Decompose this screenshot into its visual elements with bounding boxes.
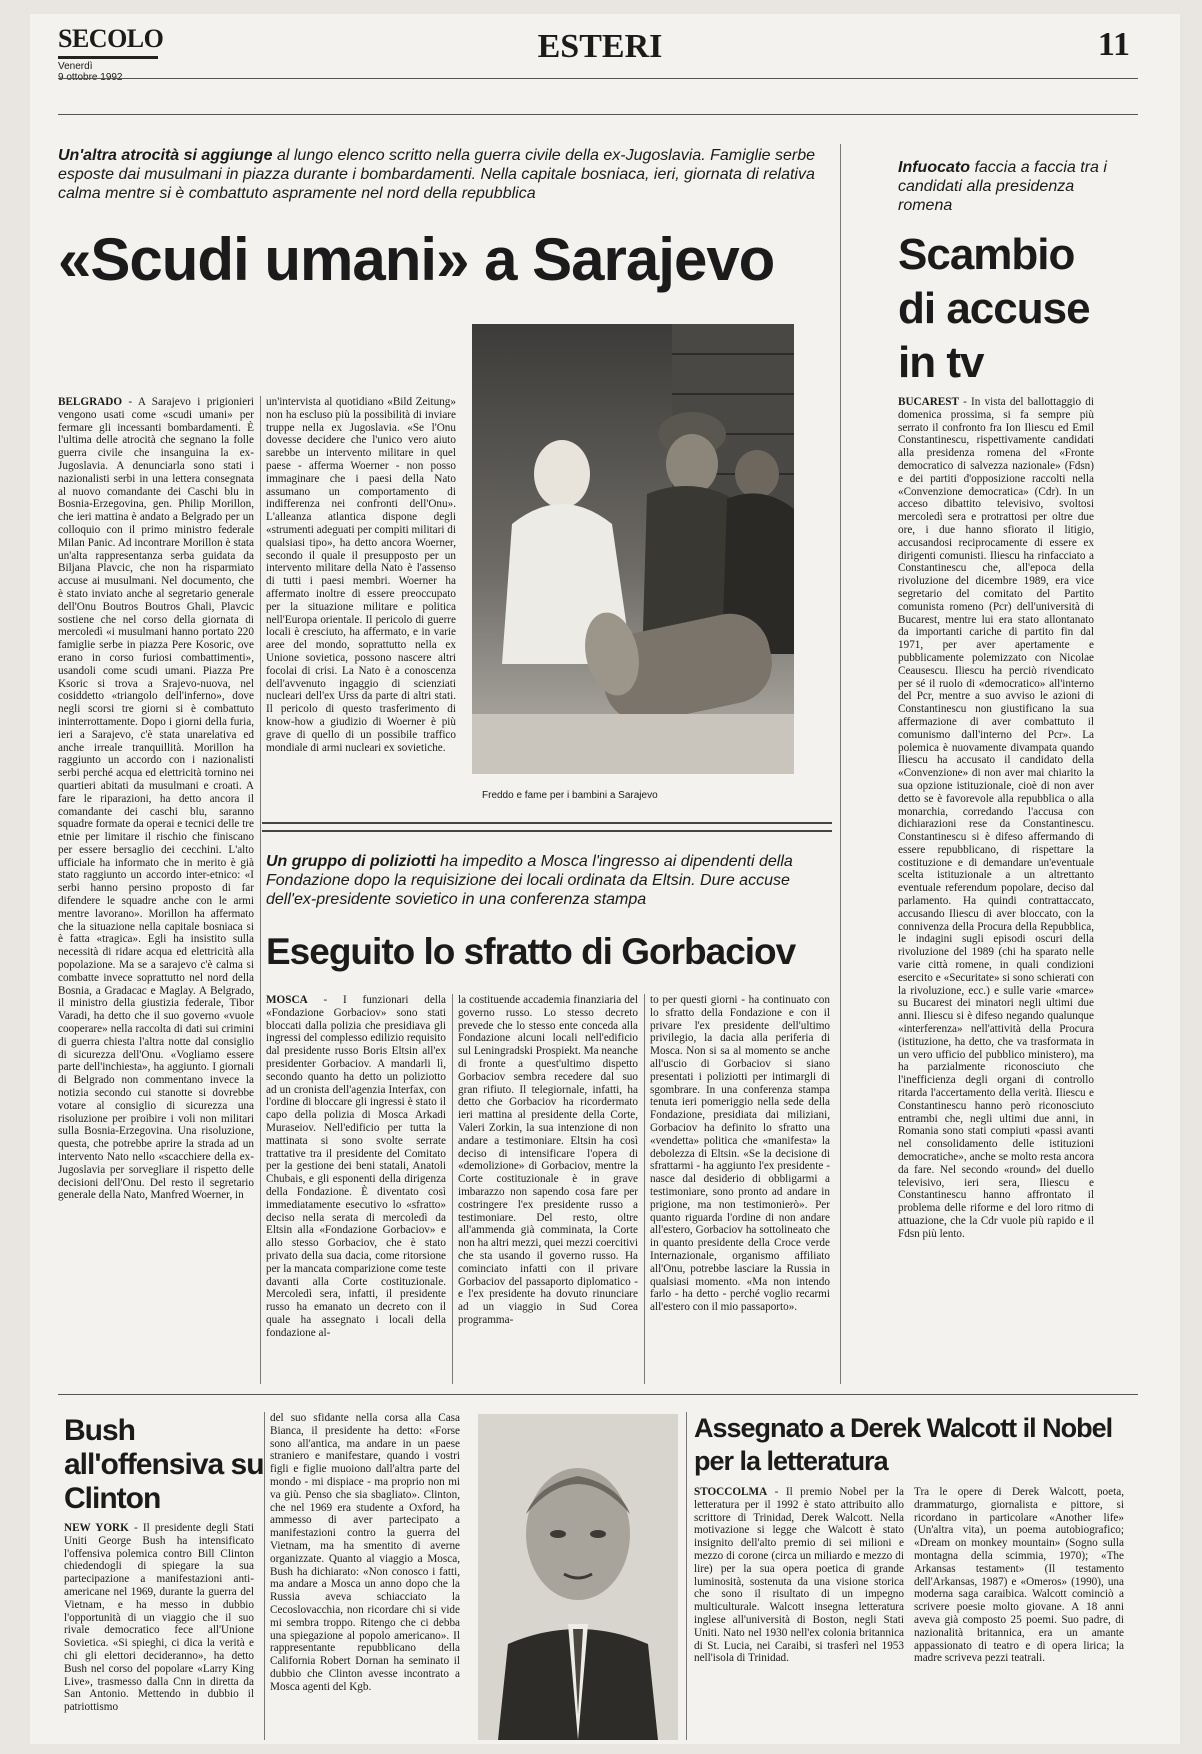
- gorbaciov-kicker-lead: Un gruppo di poliziotti: [266, 853, 436, 870]
- photo-caption: Freddo e fame per i bambini a Sarajevo: [482, 790, 658, 801]
- section-title: ESTERI: [537, 28, 663, 65]
- gorbaciov-kicker: [266, 852, 826, 909]
- sarajevo-kicker-text: al lungo elenco scritto nella guerra civile della ex-Jugoslavia. Famiglie serbe esposte dai musulmani in piazza durante i bombardamenti. Nella capitale bosniaca, ieri, giornata di relativa calma mentre si è combattuto aspramente nel nord della repubblica: [58, 147, 816, 202]
- walcott-text-1: - Il premio Nobel per la letteratura per il 1992 è stato attribuito allo scrittore di Trinidad, Derek Walcott. Nella motivazione si legge che Walcott è stato insignito dell'alto premio di sei milioni e mezzo di corone (circa un miliardo e mezzo di lire) per la sua opera poetica di grande luminosità, sostenuta da una visione storica che sono il risultato di un impegno multiculturale. Walcott insegna letteratura inglese all'università di Boston, negli Stati Uniti. Nato nel 1930 nell'ex colonia britannica di St. Lucia, nei Caraibi, si trasferì nel 1953 nell'isola di Trinidad.: [694, 1486, 904, 1665]
- newspaper-name: SECOLO: [58, 24, 164, 53]
- page-number: 11: [1097, 26, 1130, 63]
- sarajevo-photo: [472, 324, 794, 774]
- sarajevo-kicker-lead: Un'altra atrocità si aggiunge: [58, 147, 273, 164]
- newspaper-page: [30, 14, 1180, 1744]
- walcott-dateline: STOCCOLMA: [694, 1486, 768, 1498]
- bush-column-2: del suo sfidante nella corsa alla Casa Bianca, il presidente ha detto: «Forse sono all'antica, ma andare in un paese straniero e manifestare, quando i vostri figli e figlie muoiono dall'altra parte del mondo - mi dispiace - ma proprio non mi va giù. Penso che sia sbagliato». Clinton, che nel 1969 era studente a Oxford, ha ammesso di aver partecipato a manifestazioni contro la guerra del Vietnam, ma ha smentito di averne organizzate. Quanto al viaggio a Mosca, Bush ha dichiarato: «Non conosco i fatti, ma andare a Mosca un anno dopo che la Russia aveva schiacciato la Cecoslovacchia, non ricordare chi si vide mi sembra troppo. Ritengo che ci debba una spiegazione al popolo americano». Il rappresentante repubblicano della California Robert Dornan ha seminato il dubbio che Clinton avesse incontrato a Mosca agenti del Kgb.: [270, 1412, 460, 1693]
- walcott-column-1: [694, 1486, 904, 1740]
- walcott-column-2: Tra le opere di Derek Walcott, poeta, drammaturgo, giornalista e pittore, si ricordano in particolare «Another life» (Un'altra vita), un poema autobiografico; «Dream on monkey mountain» (Sogno sulla montagna della scimmia, 1970); «The Arkansas testament» (Il testamento dell'Arkansas, 1987) e «Omeros» (1990), una moderna saga caraibica. Walcott cominciò a scrivere poesie molto giovane. A 18 anni aveva già composto 25 poemi. Suo padre, di nazionalità britannica, era un amante appassionato di teatro e di opera lirica; la madre scriveva pezzi teatrali.: [914, 1486, 1124, 1665]
- romania-dateline: BUCAREST: [898, 396, 959, 408]
- bush-column-1: [64, 1522, 254, 1740]
- masthead-rule: [58, 56, 158, 59]
- sarajevo-kicker: [58, 146, 818, 203]
- romania-text: - In vista del ballottaggio di domenica prossima, si fa sempre più serrato il confronto fra Ion Iliescu ed Emil Constantinescu, rispettivamente candidati alla presidenza romena del «Fronte democratico di salvezza nazionale» (Fdsn) e dei partiti d'opposizione raccolti nella «Convenzione democratica» (Cdr). In un acceso dibattito televisivo, svoltosi mercoledì sera e protrattosi per oltre due ore, i due hanno sfiorato il litigio, accusandosi reciprocamente di essere ex dirigenti comunisti. Iliescu ha rinfacciato a Constantinescu che, all'epoca della rivoluzione del dicembre 1989, era vice segretario del comitato del Partito comunista romeno (Pcr) dell'università di Bucarest, mentre lui era stato allontanato da importanti cariche di partito fin dal 1971, per aver apertamente e pubblicamente polemizzato con Nicolae Ceausescu. Iliescu ha perciò rivendicato per sé il ruolo di «democratico» all'interno del Pcr, mentre a suo avviso le azioni di Constantinescu non giustificano la sua affermazione di aver combattuto il comunismo dall'interno del Pcr». La polemica è nuovamente divampata quando Iliescu ha accusato il candidato della «Convenzione» di non aver mai chiarito la sua opzione istituzionale, cioè di non aver detto se è favorevole alla repubblica o alla monarchia, corredando l'accusa con dichiarazioni rese da Constantinescu. Constantinescu si è difeso affermando di essere repubblicano, di rispettare la costituzione e di demandare un'eventuale scelta istituzionale a un altrettanto eventuale referendum popolare, deciso dal parlamento. Ha quindi contrattaccato, accusando Iliescu di aver bloccato, con la connivenza della Procura della Repubblica, le indagini sugli episodi oscuri della rivoluzione del 1989 (chi ha sparato nelle varie città romene, in quali condizioni esercito e «Securitate» si sono schierati con la rivoluzione, ecc.) e sulle varie «marce» su Bucarest dei minatori negli ultimi due anni. Iliescu si è difeso negando qualunque «interferenza» nell'attività della Procura (istituzione, ha detto, che va trasformata in un vero ufficio del pubblico ministero), ma ha parzialmente riconosciuto che l'inefficienza degli organi di controllo ritarda l'accertamento della verità. Iliescu e Constantinescu hanno però riconosciuto entrambi che, negli ultimi due anni, in Romania sono stati compiuti «passi avanti nel consolidamento delle istituzioni democratiche», anche se molto resta ancora da fare. Nel secondo «round» del duello televisivo, ieri sera, Iliescu e Constantinescu hanno affrontato il problema delle riforme e del loro ritmo di attuazione, che la Cdr vuole più rapido e il Fdsn più lento.: [898, 396, 1094, 1240]
- romania-column: [898, 396, 1094, 1384]
- column-rule: [264, 1412, 265, 1740]
- gorbaciov-column-2: la costituende accademia finanziaria del governo russo. Lo stesso decreto prevede che lo stesso ente conceda alla Fondazione alcuni locali nell'edificio sul Leningradski Prospiekt. Ma neanche di fronte a quest'ultimo dispetto Gorbaciov sembra recedere dal suo gran rifiuto. Il telegiornale, infatti, ha detto che Gorbaciov ha ricordermato ieri mattina al presidente della Corte, Valeri Zorkin, la sua intenzione di non andare a testimoniare. Eltsin ha così deciso di intensificare l'opera di «demolizione» di Gorbaciov, mentre la Corte costituzionale è in grave imbarazzo non sapendo cosa fare per costringere l'ex presidente russo a testimoniare. Del resto, oltre all'ammenda già comminata, la Corte non ha altri mezzi, quei mezzi coercitivi che sta usando il governo russo. Ha cominciato infatti con il privare Gorbaciov del passaporto diplomatico - e l'ex presidente ha dovuto rinunciare ad un viaggio in Sud Corea programma-: [458, 994, 638, 1326]
- bush-portrait-image: [478, 1414, 678, 1740]
- bush-portrait: [478, 1414, 678, 1740]
- sarajevo-column-1: [58, 396, 254, 1384]
- romania-kicker: [898, 158, 1118, 215]
- bush-dateline: NEW YORK: [64, 1522, 129, 1534]
- romania-kicker-text: faccia a faccia tra i candidati alla presidenza romena: [898, 159, 1107, 214]
- sarajevo-column-2: un'intervista al quotidiano «Bild Zeitung» non ha escluso più la possibilità di inviare truppe nella ex Jugoslavia. «Se l'Onu dovesse decidere che l'unico vero aiuto sarebbe un intervento militare in quel paese - afferma Woerner - non posso immaginare che i paesi della Nato assumano un comportamento di indifferenza nei confronti dell'Onu». L'alleanza atlantica dispone degli «strumenti adeguati per compiti militari di qualsiasi tipo», ha detto ancora Woerner, secondo il quale il presupposto per un intervento militare della Nato è l'assenso di tutti i paesi membri. Woerner ha affermato inoltre di essere preoccupato per la situazione militare e politica nell'Europa orientale. Il pericolo di guerre locali è cresciuto, ha affermato, e in varie aree del mondo, soprattutto nella ex Unione sovietica, possono nascere altri focolai di crisi. La Nato è a conoscenza dell'avvenuto ingaggio di scienziati nucleari dell'ex Urss da parte di altri stati. Il pericolo di questo trasferimento di know-how a giudizio di Woerner è più grave di quello di un possibile traffico mondiale di armi nucleari ex sovietiche.: [266, 396, 456, 754]
- gorbaciov-dateline: MOSCA: [266, 994, 308, 1006]
- gorbaciov-kicker-text: ha impedito a Mosca l'ingresso ai dipendenti della Fondazione dopo la requisizione dei locali ordinata da Eltsin. Dure accuse dell'ex-presidente sovietico in una conferenza stampa: [266, 853, 793, 908]
- bush-text-1: - Il presidente degli Stati Uniti George Bush ha intensificato l'offensiva polemica contro Bill Clinton chiedendogli di spiegare la sua partecipazione a manifestazioni anti-americane nel 1969, durante la guerra del Vietnam, e ha messo in dubbio l'opportunità di un viaggio che il suo rivale democratico fece all'Unione Sovietica. «Si spieghi, ci dica la verità e chi gli elettori decideranno», ha detto Bush nel corso del popolare «Larry King Live», trasmesso dalla Cnn in diretta da San Antonio. Mettendo in dubbio il patriottismo: [64, 1522, 254, 1714]
- gorbaciov-headline: Eseguito lo sfratto di Gorbaciov: [266, 931, 796, 972]
- gorbaciov-column-3: to per questi giorni - ha continuato con lo sfratto della Fondazione e con il privare l'ex presidente dell'ultimo privilegio, la dacia alla periferia di Mosca. Non si sa al momento se anche all'uscio di Gorbaciov si siano presentati i poliziotti per intimargli di sgombrare. In una conferenza stampa tenuta ieri pomeriggio nella sede della Fondazione, presidiata dai miliziani, Gorbaciov ha definito lo sfratto una «vendetta» politica che «manifesta» la debolezza di Eltsin. «Se la decisione di sfrattarmi - ha aggiunto l'ex presidente - nasce dal desiderio di obbligarmi a testimoniare, sono pronto ad andare in prigione, ma non testimonierò». Per quanto riguarda l'ordine di non andare all'estero, Gorbaciov ha sottolineato che in quanto presidente della Croce verde Internazionale, organismo affiliato all'Onu, potrebbe lasciare la Russia in qualsiasi momento. «Ma non intendo farlo - ha detto - perché voglio recarmi all'estero con il mio passaporto».: [650, 994, 830, 1314]
- gorbaciov-text-1: - I funzionari della «Fondazione Gorbaciov» sono stati bloccati dalla polizia che presidiava gli ingressi del complesso edilizio requisito dal presidente russo Boris Eltsin all'ex presidenter Gorbaciov. A mandarli lì, secondo quanto ha detto un poliziotto ad un cronista dell'agenzia Interfax, con l'ordine di bloccare gli ingressi è stato il capo della polizia di Mosca Arkadi Muraseiov. Nell'edificio per tutta la mattinata si sono svolte serrate trattative tra il presidente del Comitato per la gestione dei beni statali, Anatoli Chubais, e gli esponenti della dirigenza della Fondazione. È diventato così immediatamente esecutivo lo «sfratto» deciso nella serata di mercoledì da Eltsin alla «Fondazione Gorbaciov» e allo stesso Gorbaciov, che è stato privato della sua dacia, come ritorsione per la mancata comparizione come teste davanti alla Corte costituzionale. Mercoledì sera, infatti, il presidente russo ha emanato un decreto con il quale ha assegnato i locali della fondazione al-: [266, 994, 446, 1339]
- gorbaciov-column-1: [266, 994, 446, 1384]
- sarajevo-headline: «Scudi umani» a Sarajevo: [58, 226, 775, 293]
- sarajevo-dateline: BELGRADO: [58, 396, 123, 408]
- romania-kicker-lead: Infuocato: [898, 159, 970, 176]
- romania-headline: Scambio di accuse in tv: [898, 230, 1090, 387]
- issue-weekday: Venerdì: [58, 61, 93, 72]
- column-rule: [686, 1412, 687, 1740]
- bush-headline: Bush all'offensiva su Clinton: [64, 1414, 264, 1515]
- column-rule: [452, 994, 453, 1384]
- issue-date: [58, 61, 123, 83]
- column-rule: [644, 994, 645, 1384]
- bottom-divider: [58, 1394, 1138, 1395]
- column-rule: [260, 396, 261, 1384]
- column-rule: [840, 144, 841, 1384]
- walcott-headline: Assegnato a Derek Walcott il Nobel per la letteratura: [694, 1413, 1113, 1476]
- gorbaciov-double-rule: [262, 822, 832, 832]
- sarajevo-photo-image: [472, 324, 794, 774]
- sarajevo-text-1: - A Sarajevo i prigionieri vengono usati come «scudi umani» per fermare gli incessanti bombardamenti. È l'ultima delle atrocità che segnano la folle guerra civile che insanguina la ex-Jugoslavia. A denunciarla sono stati i nazionalisti serbi in una lettera consegnata al nuovo comandante dei Caschi blu in Bosnia-Erzegovina, gen. Philip Morillon, che ieri mattina è andato a Belgrado per un colloquio con il primo ministro federale Milan Panic. Ad incontrare Morillon è stata un'alta rappresentanza serba guidata da Biljana Plavcic, che non ha risparmiato accuse ai musulmani. Nel documento, che è stato inviato anche al segretario generale dell'Onu Boutros Boutros Ghali, Plavcic sostiene che nel corso della giornata di mercoledì «i musulmani hanno portato 220 famiglie serbe in piazza Pere Kosoric, ove erano in corso furiosi combattimenti», usandoli come scudi umani. Piazza Pre Ksoric si trova a Srajevo-nuova, nel cosiddetto «triangolo dell'inferno», dove negli scorsi tre giorni si è combattuto ininterrottamente. Dopo i giorni della furia, ieri a Sarajevo, c'è stata unarelativa ed anche irreale tranquillità. Morillon ha raggiunto un accordo con i nazionalisti serbi perché acqua ed elettricità tornino nei quartieri abitati da musulmani e croati. A fare le riparazioni, ha detto ancora il comandante dei caschi blu, saranno squadre formate da operai e tecnici delle tre etnie per limitare il rischio che finiscano per essere bersaglio dei cecchini. L'alto ufficiale ha informato che in merito è già stato raggiunto un accordo inter-etnico: «I serbi hanno persino proposto di far difendere le squadre anche con le armi mentre lavorano». Morillon ha affermato che la situazione nella capitale bosniaca si è fatta «tragica». Egli ha insistito sulla necessità di ridare acqua ed elettricità alla popolazione. Ma se a sarajevo c'è calma si combatte invece soprattutto nel nord della Bosnia, a Gradacac e Maglay. A Belgrado, il ministro della giustizia federale, Tibor Varadi, ha detto che il suo governo «vuole cooperare» nella raccolta di dati sui crimini di guerra chiesta l'altra notte dal consiglio di sicurezza dell'Onu. «Vogliamo essere parte dell'inchiesta», ha aggiunto. I giornali di Belgrado non commentano invece la notizia secondo cui stanotte si dovrebbe votare al consiglio di sicurezza una risoluzione per proibire i voli non militari sulla Bosnia-Erzegovina. Una risoluzione, questa, che potrebbe aprire la strada ad un intervento Nato nello «scacchiere della ex-Jugoslavia per sorvegliare il rispetto delle decisioni dell'Onu. Del resto il segretario generale della Nato, Manfred Woerner, in: [58, 396, 254, 1202]
- header-rule: [58, 78, 1138, 79]
- top-box-rule: [58, 114, 1138, 115]
